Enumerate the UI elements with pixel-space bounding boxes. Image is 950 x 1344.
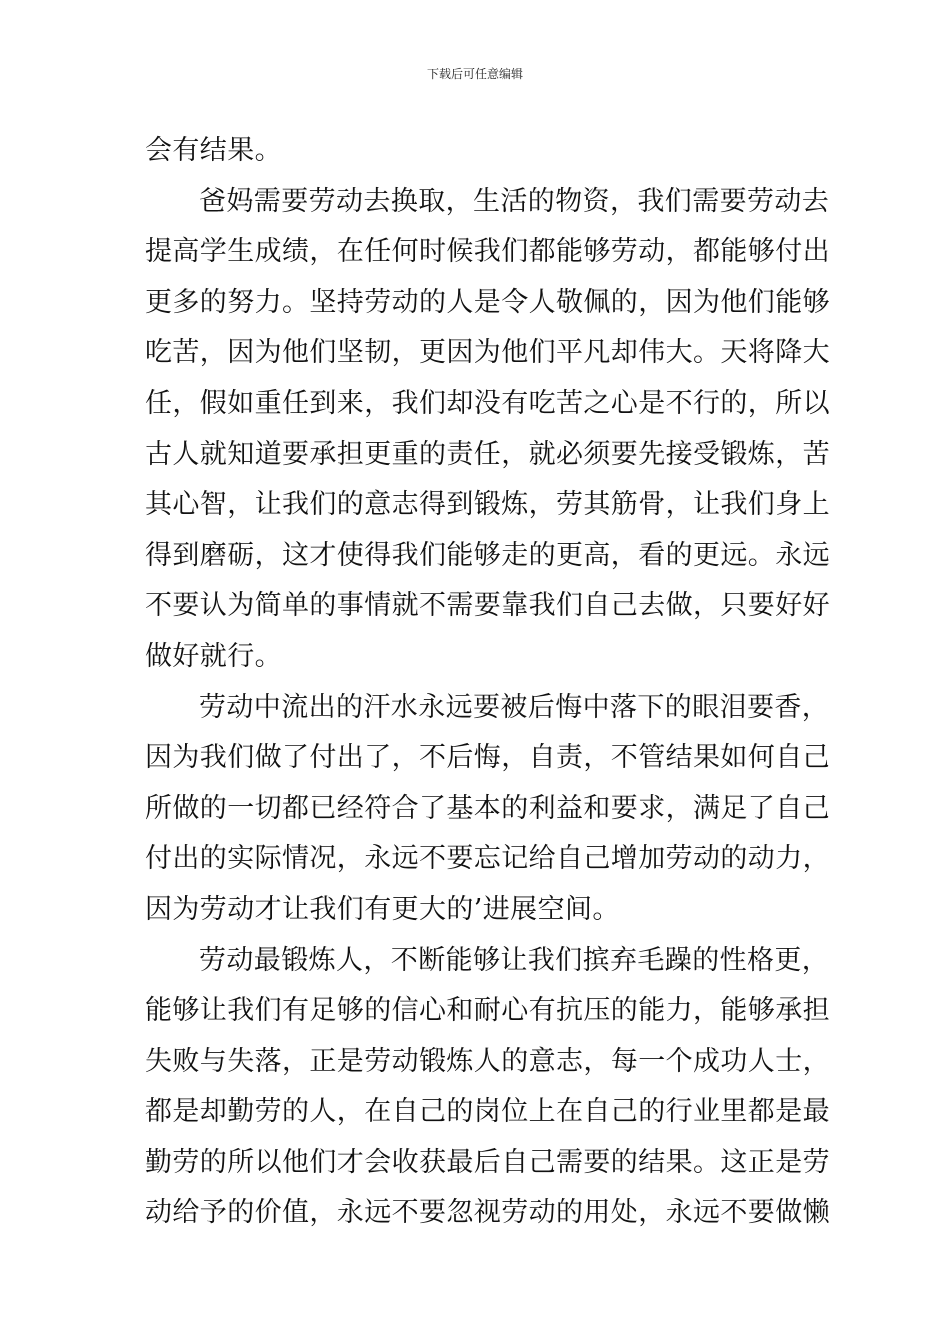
text-line: 做好就行。 xyxy=(145,640,282,672)
text-line: 能够让我们有足够的信心和耐心有抗压的能力，能够承担 xyxy=(145,995,830,1027)
text-line: 更多的努力。坚持劳动的人是令人敬佩的，因为他们能够 xyxy=(145,286,830,318)
text-line: 所做的一切都已经符合了基本的利益和要求，满足了自己 xyxy=(145,792,830,824)
text-line: 会有结果。 xyxy=(145,135,282,166)
paragraph-start-line: 劳动中流出的汗水永远要被后悔中落下的眼泪要香， xyxy=(199,691,830,723)
text-line: 付出的实际情况，永远不要忘记给自己增加劳动的动力， xyxy=(145,843,830,875)
text-line: 失败与失落，正是劳动锻炼人的意志，每一个成功人士， xyxy=(145,1045,830,1077)
text-line: 勤劳的所以他们才会收获最后自己需要的结果。这正是劳 xyxy=(145,1146,830,1178)
document-body xyxy=(145,126,830,1239)
text-line: 不要认为简单的事情就不需要靠我们自己去做，只要好好 xyxy=(145,590,830,622)
paragraph-start-line: 爸妈需要劳动去换取，生活的物资，我们需要劳动去 xyxy=(199,185,830,217)
text-line: 吃苦，因为他们坚韧，更因为他们平凡却伟大。天将降大 xyxy=(145,337,830,369)
text-line: 古人就知道要承担更重的责任，就必须要先接受锻炼，苦 xyxy=(145,438,830,470)
text-line: 任，假如重任到来，我们却没有吃苦之心是不行的，所以 xyxy=(145,387,830,419)
text-line: 因为劳动才让我们有更大的’进展空间。 xyxy=(145,893,620,925)
text-line: 得到磨砺，这才使得我们能够走的更高，看的更远。永远 xyxy=(145,539,830,571)
text-line: 动给予的价值，永远不要忽视劳动的用处，永远不要做懒 xyxy=(145,1197,830,1229)
text-line: 其心智，让我们的意志得到锻炼，劳其筋骨，让我们身上 xyxy=(145,489,830,521)
paragraph-start-line: 劳动最锻炼人，不断能够让我们摈弃毛躁的性格更， xyxy=(199,944,830,976)
text-line: 提高学生成绩，在任何时候我们都能够劳动，都能够付出 xyxy=(145,236,830,268)
text-line: 因为我们做了付出了，不后悔，自责，不管结果如何自己 xyxy=(145,742,830,774)
page-header-note: 下载后可任意编辑 xyxy=(426,67,523,81)
text-line: 都是却勤劳的人，在自己的岗位上在自己的行业里都是最 xyxy=(145,1096,830,1128)
